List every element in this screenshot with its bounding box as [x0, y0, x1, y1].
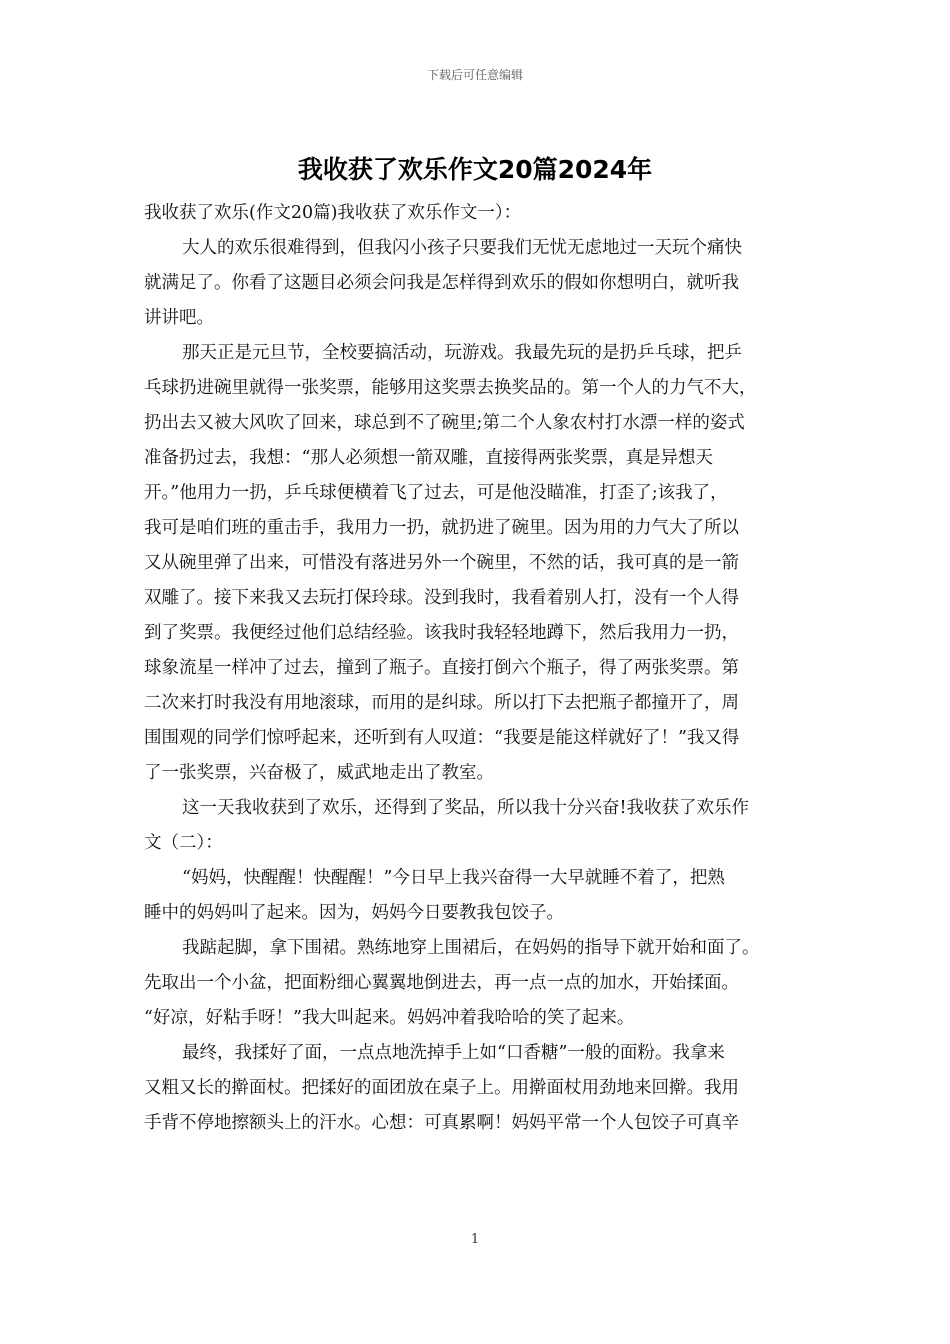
text-line: 我收获了欢乐(作文20篇)我收获了欢乐作文一）：: [144, 203, 522, 223]
document-title: 我收获了欢乐作文20篇2024年: [297, 155, 653, 184]
text-line: 双雕了。接下来我又去玩打保玲球。没到我时，我看着别人打，没有一个人得: [144, 588, 739, 608]
text-line: “好凉，好粘手呀！”我大叫起来。妈妈冲着我哈哈的笑了起来。: [144, 1008, 635, 1028]
text-line: 二次来打时我没有用地滚球，而用的是纠球。所以打下去把瓶子都撞开了，周: [144, 693, 739, 713]
text-line: 开。”他用力一扔，乒乓球便横着飞了过去，可是他没瞄准，打歪了;该我了，: [144, 483, 728, 503]
text-line: 手背不停地擦额头上的汗水。心想：可真累啊！妈妈平常一个人包饺子可真辛: [144, 1113, 739, 1133]
text-line: 讲讲吧。: [144, 308, 214, 328]
text-line: 大人的欢乐很难得到，但我闪小孩子只要我们无忧无虑地过一天玩个痛快: [182, 238, 742, 258]
page-header: 下载后可任意编辑: [426, 68, 523, 82]
text-line: 到了奖票。我便经过他们总结经验。该我时我轻轻地蹲下，然后我用力一扔，: [144, 623, 739, 643]
text-line: 最终，我揉好了面，一点点地洗掉手上如“口香糖”一般的面粉。我拿来: [182, 1043, 725, 1063]
page-number: 1: [470, 1232, 480, 1247]
document-body: [144, 196, 808, 1141]
text-line: 我踮起脚，拿下围裙。熟练地穿上围裙后，在妈妈的指导下就开始和面了。: [182, 938, 760, 958]
text-line: 球象流星一样冲了过去，撞到了瓶子。直接打倒六个瓶子，得了两张奖票。第: [144, 658, 739, 678]
text-line: 这一天我收获到了欢乐，还得到了奖品，所以我十分兴奋!我收获了欢乐作: [182, 798, 750, 818]
text-line: 我可是咱们班的重击手，我用力一扔，就扔进了碗里。因为用的力气大了所以: [144, 518, 739, 538]
text-line: 文（二）：: [144, 833, 223, 853]
text-line: 先取出一个小盆，把面粉细心翼翼地倒进去，再一点一点的加水，开始揉面。: [144, 973, 739, 993]
text-line: 乓球扔进碗里就得一张奖票，能够用这奖票去换奖品的。第一个人的力气不大，: [144, 378, 757, 398]
text-line: 扔出去又被大风吹了回来，球总到不了碗里;第二个人象农村打水漂一样的姿式: [144, 413, 745, 433]
text-line: 那天正是元旦节，全校要搞活动，玩游戏。我最先玩的是扔乒乓球，把乒: [182, 343, 742, 363]
text-line: 围围观的同学们惊呼起来，还听到有人叹道：“我要是能这样就好了！”我又得: [144, 728, 740, 748]
text-line: 了一张奖票，兴奋极了，威武地走出了教室。: [144, 763, 494, 783]
text-line: 又粗又长的擀面杖。把揉好的面团放在桌子上。用擀面杖用劲地来回擀。我用: [144, 1078, 739, 1098]
text-line: 就满足了。你看了这题目必须会问我是怎样得到欢乐的假如你想明白，就听我: [144, 273, 739, 293]
text-line: “妈妈，快醒醒！快醒醒！”今日早上我兴奋得一大早就睡不着了，把熟: [182, 868, 725, 888]
text-line: 睡中的妈妈叫了起来。因为，妈妈今日要教我包饺子。: [144, 903, 564, 923]
text-line: 又从碗里弹了出来，可惜没有落进另外一个碗里，不然的话，我可真的是一箭: [144, 553, 739, 573]
text-line: 准备扔过去，我想：“那人必须想一箭双雕，直接得两张奖票，真是异想天: [144, 448, 713, 468]
